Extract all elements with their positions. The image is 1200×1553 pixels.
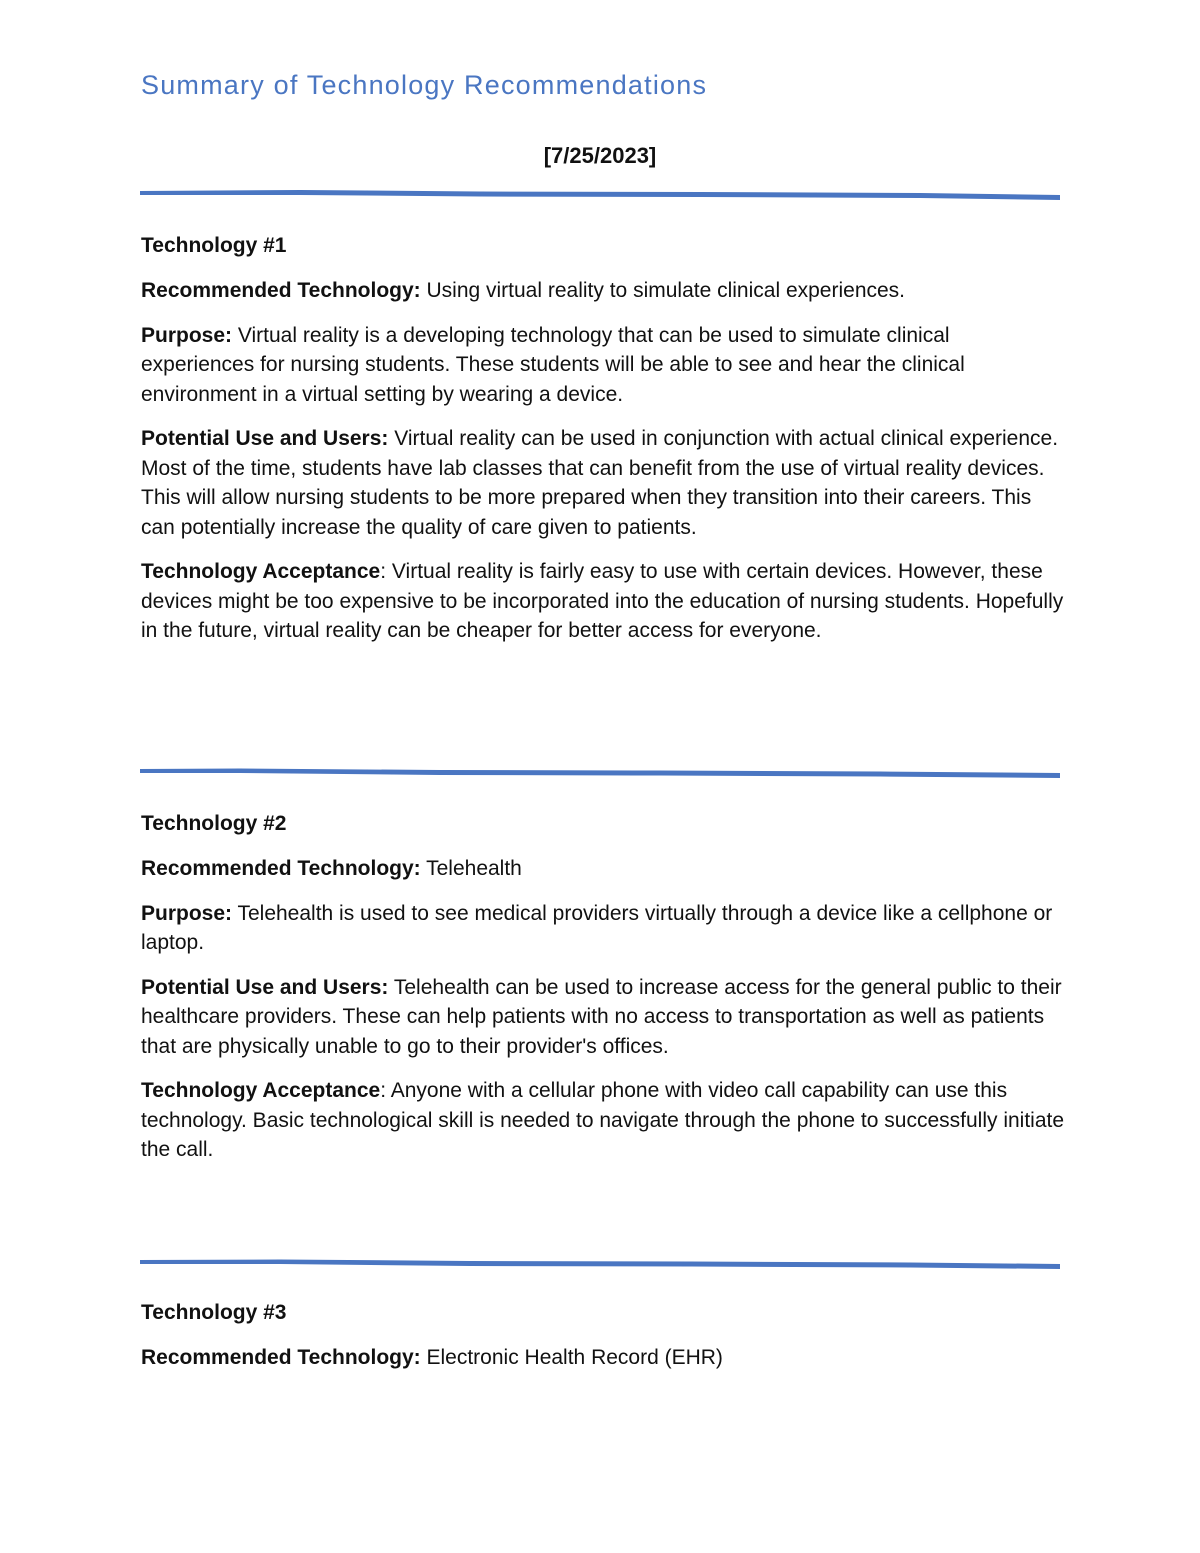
technology-acceptance-label: Technology Acceptance (141, 1079, 381, 1102)
technology-heading: Technology #1 (141, 234, 287, 257)
recommended-technology-label: Recommended Technology: (141, 1346, 421, 1369)
potential-use-label: Potential Use and Users: (141, 975, 389, 999)
technology-acceptance (141, 1076, 1066, 1165)
potential-use-label: Potential Use and Users: (141, 427, 389, 450)
document-date: [7/25/2023] (543, 143, 657, 168)
purpose (141, 321, 1066, 410)
technology-heading: Technology #3 (141, 1301, 287, 1324)
technology-acceptance-label: Technology Acceptance (141, 560, 381, 583)
potential-use-text: Virtual reality can be used in conjunction with actual clinical experience. Most of the time, students have lab classes that can benefit from the use of virtual reality devices. This will allow nursing students to be more prepared when they transition into their careers. This can potentially increase the quality of care given to patients. (141, 427, 1059, 539)
recommended-technology-text: Using virtual reality to simulate clinical experiences. (420, 279, 906, 302)
recommended-technology-text: Telehealth (420, 857, 522, 880)
technology-section-3 (141, 1298, 1066, 1388)
technology-section-2 (141, 809, 1066, 1180)
technology-heading: Technology #2 (141, 812, 287, 835)
section-divider (140, 767, 1060, 777)
document-title: Summary of Technology Recommendations (141, 70, 708, 100)
potential-use-and-users (141, 424, 1066, 542)
purpose (141, 899, 1066, 958)
purpose-label: Purpose: (141, 901, 233, 925)
technology-section-1 (141, 231, 1066, 661)
recommended-technology-label: Recommended Technology: (141, 279, 421, 302)
purpose-text: Telehealth is used to see medical providers virtually through a device like a cellphone or laptop. (141, 901, 1053, 954)
section-divider (140, 189, 1060, 199)
recommended-technology (141, 1343, 1066, 1373)
recommended-technology-label: Recommended Technology: (141, 857, 421, 880)
recommended-technology-text: Electronic Health Record (EHR) (420, 1346, 723, 1369)
potential-use-and-users (141, 973, 1066, 1062)
recommended-technology (141, 276, 1066, 306)
purpose-label: Purpose: (141, 323, 233, 347)
potential-use-text: Telehealth can be used to increase access for the general public to their healthcare providers. These can help patients with no access to transportation as well as patients that are physically unable to go to their provider's offices. (141, 975, 1062, 1058)
recommended-technology (141, 854, 1066, 884)
technology-acceptance-text: : Virtual reality is fairly easy to use with certain devices. However, these devices might be too expensive to be incorporated into the education of nursing students. Hopefully in the future, virtual reality can be cheaper for better access for everyone. (141, 560, 1064, 642)
technology-acceptance-text: : Anyone with a cellular phone with video call capability can use this technology. Basic technological skill is needed to navigate through the phone to successfully initiate the call. (141, 1079, 1065, 1161)
purpose-text: Virtual reality is a developing technology that can be used to simulate clinical experiences for nursing students. These students will be able to see and hear the clinical environment in a virtual setting by wearing a device. (141, 323, 965, 406)
section-divider (140, 1258, 1060, 1268)
technology-acceptance (141, 557, 1066, 646)
